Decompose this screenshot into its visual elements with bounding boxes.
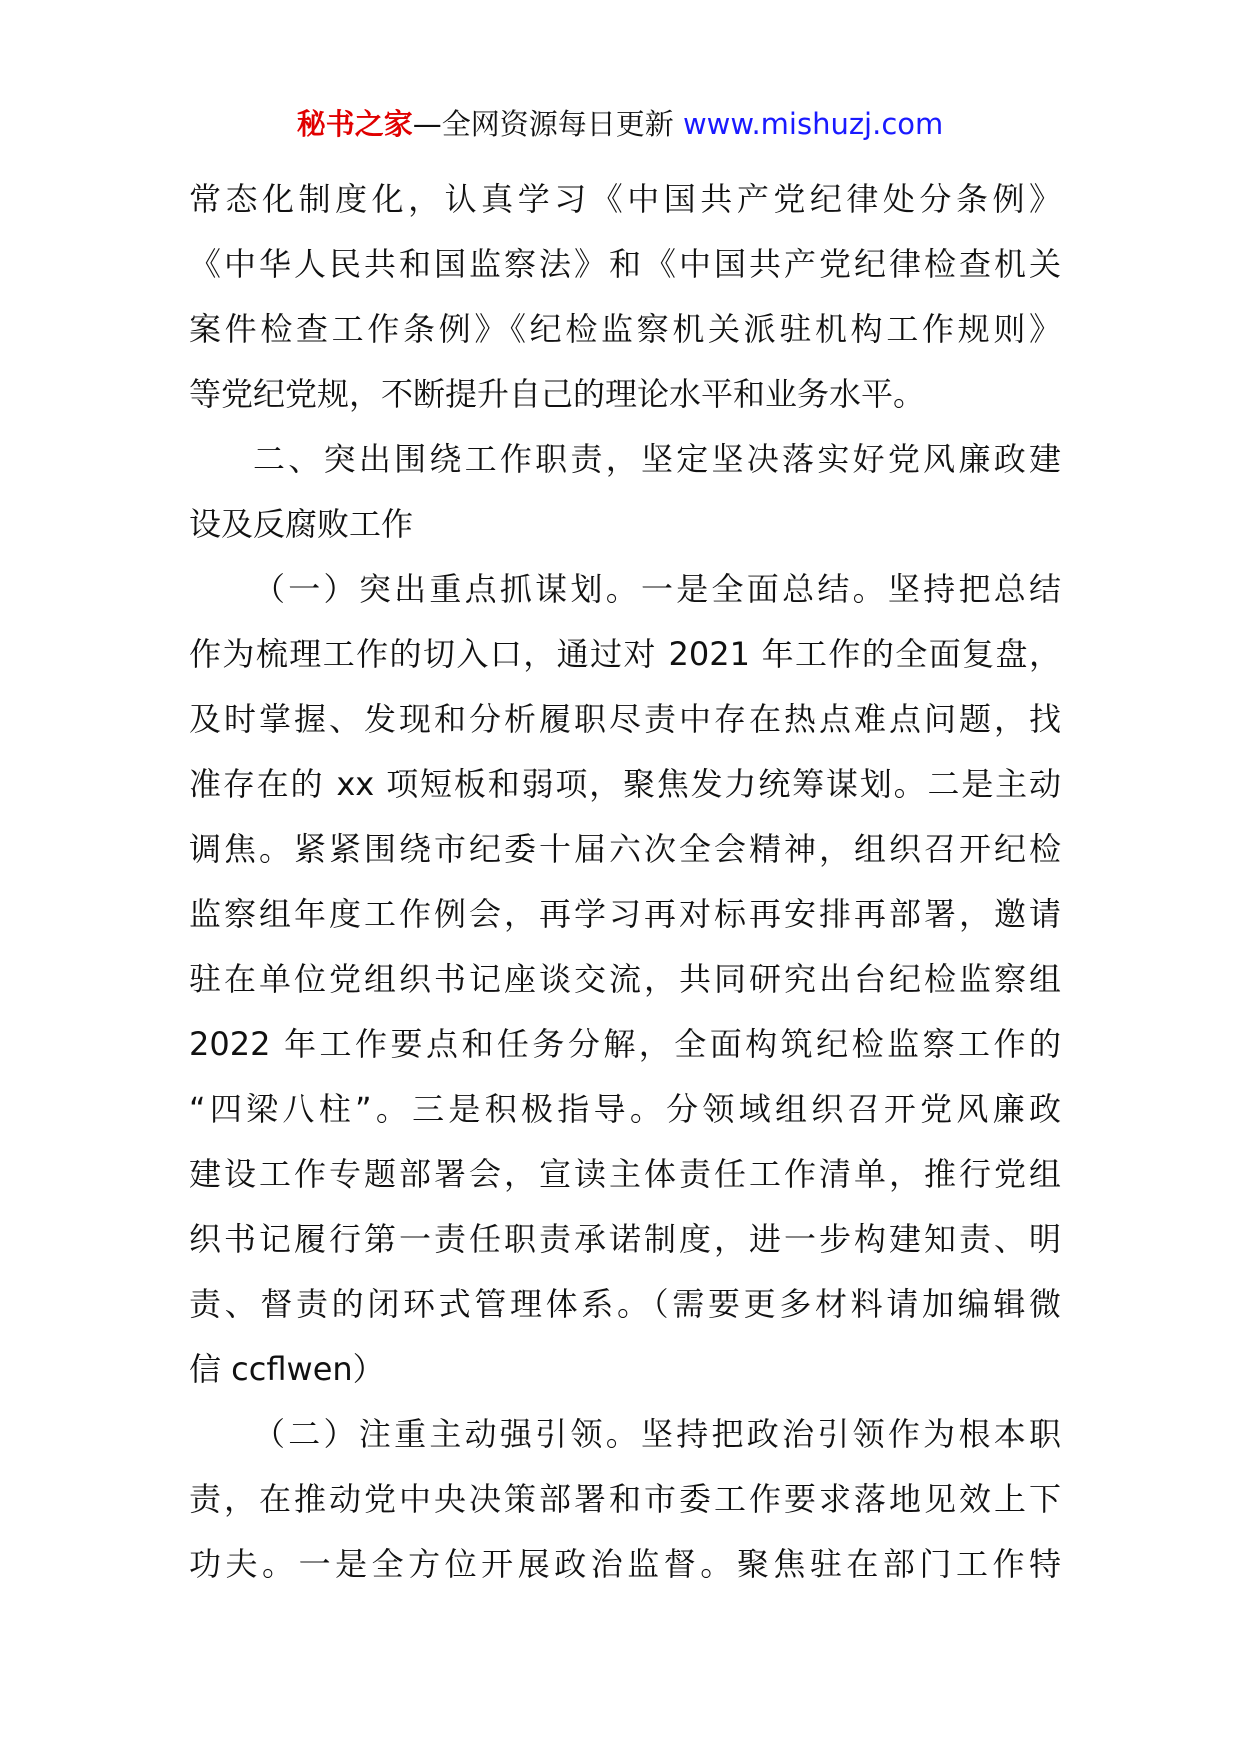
text-line: “四梁八柱”。三是积极指导。分领域组织召开党风廉政 <box>189 1090 1061 1128</box>
text-line: 及时掌握、发现和分析履职尽责中存在热点难点问题，找 <box>189 700 1061 738</box>
text-line: 等党纪党规，不断提升自己的理论水平和业务水平。 <box>189 375 926 413</box>
text-line: 准存在的 xx 项短板和弱项，聚焦发力统筹谋划。二是主动 <box>189 765 1061 803</box>
text-line: （二）注重主动强引领。坚持把政治引领作为根本职 <box>253 1415 1061 1453</box>
text-line: 驻在单位党组织书记座谈交流，共同研究出台纪检监察组 <box>189 960 1061 998</box>
page-header <box>0 104 1240 144</box>
text-line: 建设工作专题部署会，宣读主体责任工作清单，推行党组 <box>189 1155 1061 1193</box>
section-heading-line: 设及反腐败工作 <box>189 505 414 543</box>
text-line: 2022 年工作要点和任务分解，全面构筑纪检监察工作的 <box>189 1025 1061 1063</box>
text-line: 常态化制度化，认真学习《中国共产党纪律处分条例》 <box>189 180 1061 218</box>
text-line: （一）突出重点抓谋划。一是全面总结。坚持把总结 <box>253 570 1061 608</box>
website-link[interactable]: www.mishuzj.com <box>682 107 944 141</box>
text-line: 信 ccflwen） <box>189 1350 385 1388</box>
text-line: 调焦。紧紧围绕市纪委十届六次全会精神，组织召开纪检 <box>189 830 1061 868</box>
text-line: 责，在推动党中央决策部署和市委工作要求落地见效上下 <box>189 1480 1061 1518</box>
section-heading-line: 二、突出围绕工作职责，坚定坚决落实好党风廉政建 <box>253 440 1061 478</box>
text-line: 责、督责的闭环式管理体系。（需要更多材料请加编辑微 <box>189 1285 1061 1323</box>
text-line: 功夫。一是全方位开展政治监督。聚焦驻在部门工作特 <box>189 1545 1061 1583</box>
text-line: 织书记履行第一责任职责承诺制度，进一步构建知责、明 <box>189 1220 1061 1258</box>
text-line: 《中华人民共和国监察法》和《中国共产党纪律检查机关 <box>189 245 1061 283</box>
document-body <box>189 167 1061 1597</box>
text-line: 作为梳理工作的切入口，通过对 2021 年工作的全面复盘， <box>189 635 1061 673</box>
text-line: 案件检查工作条例》《纪检监察机关派驻机构工作规则》 <box>189 310 1061 348</box>
brand-name: 秘书之家 <box>296 107 413 141</box>
header-tagline: —全网资源每日更新 <box>412 107 683 141</box>
text-line: 监察组年度工作例会，再学习再对标再安排再部署，邀请 <box>189 895 1061 933</box>
